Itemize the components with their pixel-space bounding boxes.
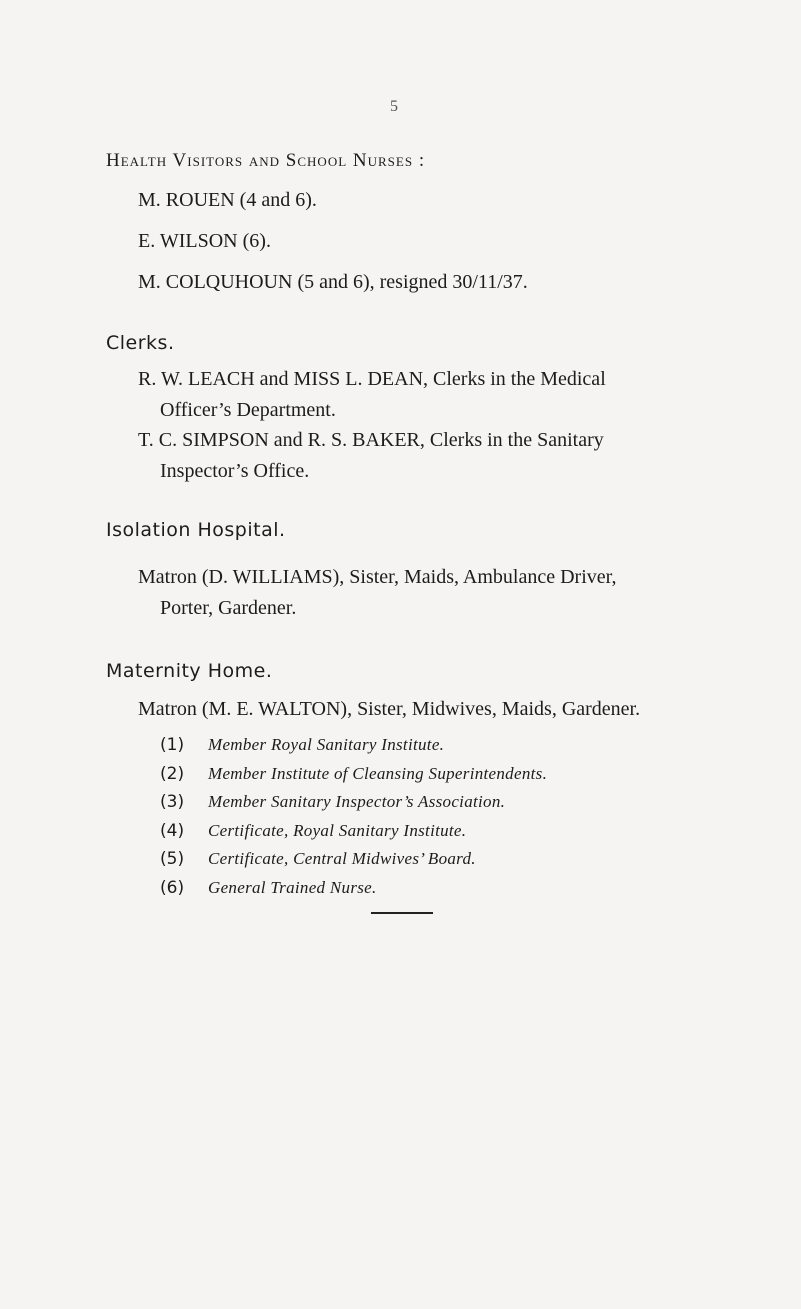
isolation-hospital-line2: Porter, Gardener. <box>160 597 297 619</box>
health-visitors-list <box>138 187 528 310</box>
clerks-heading: Clerks. <box>106 332 175 354</box>
maternity-home-heading: Maternity Home. <box>106 660 273 682</box>
note-item <box>160 733 547 762</box>
end-rule <box>371 912 433 914</box>
notes-list <box>160 733 547 905</box>
note-item <box>160 762 547 791</box>
clerks-entry-2-line1: T. C. SIMPSON and R. S. BAKER, Clerks in the Sanitary <box>138 429 604 451</box>
note-item <box>160 790 547 819</box>
note-item <box>160 876 547 905</box>
health-visitor-entry: M. COLQUHOUN (5 and 6), resigned 30/11/37. <box>138 271 528 293</box>
note-number: (3) <box>160 792 185 813</box>
note-number: (4) <box>160 820 185 841</box>
health-visitor-entry: M. ROUEN (4 and 6). <box>138 189 317 211</box>
isolation-hospital-line1: Matron (D. WILLIAMS), Sister, Maids, Ambulance Driver, <box>138 566 617 588</box>
note-text: Member Sanitary Inspector’s Association. <box>208 792 506 812</box>
note-number: (1) <box>160 735 185 755</box>
note-text: Certificate, Central Midwives’ Board. <box>208 849 476 869</box>
maternity-home-line1: Matron (M. E. WALTON), Sister, Midwives, Maids, Gardener. <box>138 698 641 720</box>
note-number: (5) <box>160 849 185 870</box>
note-number: (2) <box>160 763 185 784</box>
clerks-entry-1 <box>138 364 606 426</box>
note-item <box>160 847 547 876</box>
clerks-entry-2 <box>138 425 604 487</box>
health-visitors-heading: Health Visitors and School Nurses : <box>106 150 426 171</box>
note-text: Certificate, Royal Sanitary Institute. <box>208 820 467 840</box>
isolation-hospital-heading: Isolation Hospital. <box>106 519 286 541</box>
note-text: General Trained Nurse. <box>208 877 377 897</box>
note-number: (6) <box>160 877 185 898</box>
page-number: 5 <box>390 98 398 115</box>
clerks-entry-1-line1: R. W. LEACH and MISS L. DEAN, Clerks in the Medical <box>138 368 606 390</box>
clerks-entry-1-line2: Officer’s Department. <box>160 399 336 421</box>
maternity-home-staff <box>138 694 640 725</box>
note-text: Member Royal Sanitary Institute. <box>208 735 445 754</box>
isolation-hospital-staff <box>138 562 617 624</box>
note-item <box>160 819 547 848</box>
note-text: Member Institute of Cleansing Superintendents. <box>208 763 548 783</box>
clerks-entry-2-line2: Inspector’s Office. <box>160 460 310 482</box>
health-visitor-entry: E. WILSON (6). <box>138 230 271 252</box>
